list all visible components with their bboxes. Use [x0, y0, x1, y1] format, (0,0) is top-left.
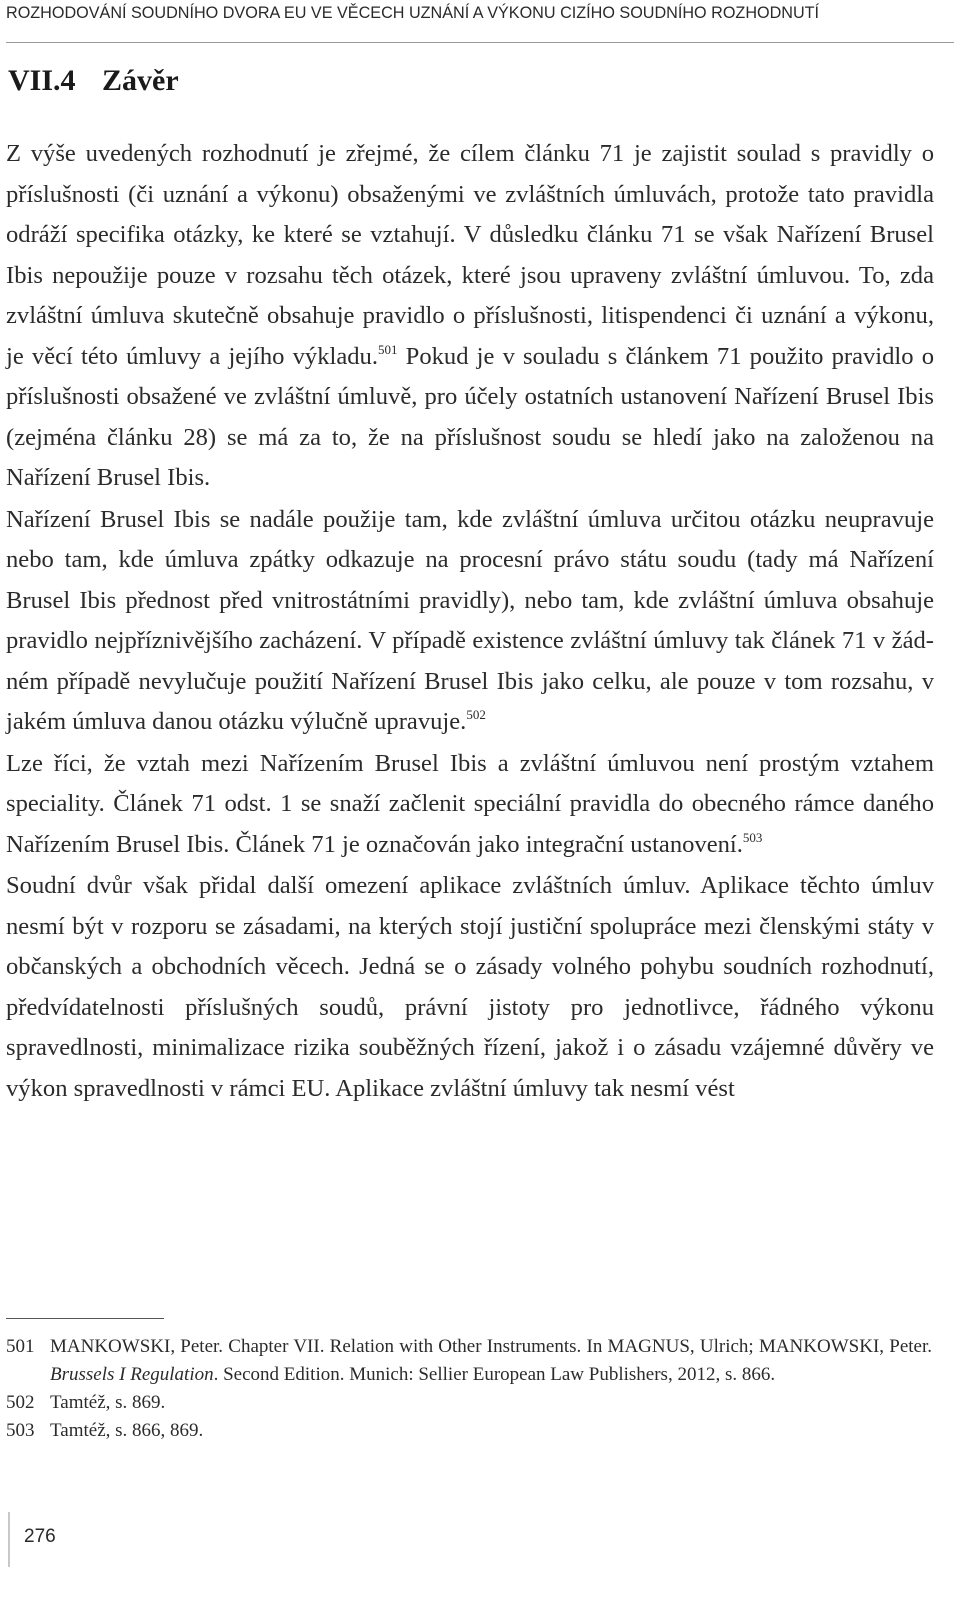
footnote	[6, 1417, 932, 1445]
page-number-bar	[8, 1512, 10, 1567]
footnote-text	[50, 1417, 932, 1445]
text-run: Nařízení Brusel Ibis se nadále použije tam, kde zvláštní úmluva určitou otázku neupravuje nebo tam, kde úmluva zpátky odkazuje na procesní právo státu soudu (tady má Nařízení Brusel Ibis přednost před vnitrostátními pravidly), nebo tam, kde zvláštní úmluva obsahuje pravidlo nejpříznivějšího zacházení. V případě existence zvláštní úmluvy tak článek 71 v žádném případě nevylučuje použití Nařízení Brusel Ibis jako celku, ale pouze v tom rozsahu, v jakém úmluva danou otázku výlučně upravuje.	[6, 505, 934, 735]
text-run: Pokud je v souladu s článkem 71 použito pravidlo o příslušnosti obsažené ve zvláštní úmluvě, pro účely ostatních ustanovení Nařízení Brusel Ibis (zejména článku 28) se má za to, že na příslušnost soudu se hledí jako na založenou na Nařízení Brusel Ibis.	[6, 342, 934, 491]
page-number: 276	[24, 1526, 56, 1547]
footnote	[6, 1333, 932, 1389]
section-number: VII.4	[8, 64, 76, 97]
text-run: Tamtéž, s. 866, 869.	[50, 1420, 204, 1441]
footnotes	[6, 1333, 932, 1445]
paragraph	[6, 866, 934, 1109]
italic-title: Brussels I Regulation	[50, 1364, 214, 1385]
text-run: MANKOWSKI, Peter. Chapter VII. Relation with Other Instruments. In MAGNUS, Ulrich; MANKOWSKI, Peter.	[50, 1336, 932, 1357]
footnote-number: 503	[6, 1420, 35, 1441]
footnote	[6, 1389, 932, 1417]
footnote-reference[interactable]: 502	[466, 707, 486, 722]
paragraph	[6, 500, 934, 743]
section-title: Závěr	[102, 64, 179, 97]
footnote-number: 501	[6, 1336, 35, 1357]
footnote-reference[interactable]: 501	[378, 341, 398, 357]
body-text	[6, 134, 934, 1110]
section-heading	[8, 64, 179, 98]
footnote-rule	[6, 1318, 164, 1319]
text-run: Soudní dvůr však přidal další omezení aplikace zvláštních úmluv. Aplikace těchto úmluv nesmí být v rozporu se zásadami, na kterých stojí justiční spolupráce mezi členskými státy v občanských a obchodních věcech. Jedná se o zásady volného pohybu soudních rozhodnutí, předvídatelnosti příslušných soudů, právní jistoty pro jednotlivce, řádného výkonu spravedlnosti, minimalizace rizika souběžných řízení, jakož i o zásadu vzájemné důvěry ve výkon spravedlnosti v rámci EU. Aplikace zvláštní úmluvy tak nesmí vést	[6, 872, 934, 1102]
footnote-text	[50, 1389, 932, 1417]
footnote-text	[50, 1333, 932, 1389]
text-run: Z výše uvedených rozhodnutí je zřejmé, že cílem článku 71 je zajistit soulad s pravidly o příslušnosti (či uznání a výkonu) obsaženými ve zvláštních úmluvách, protože tato pravidla odráží specifika otázky, ke které se vztahují. V důsledku článku 71 se však Nařízení Brusel Ibis nepoužije pouze v rozsahu těch otázek, které jsou upraveny zvláštní úmluvou. To, zda zvláštní úmluva skutečně obsahuje pravidlo o příslušnosti, litispendenci či uznání a výkonu, je věcí této úmluvy a jejího výkladu.	[6, 140, 934, 370]
paragraph	[6, 744, 934, 866]
running-header: ROZHODOVÁNÍ SOUDNÍHO DVORA EU VE VĚCECH UZNÁNÍ A VÝKONU CIZÍHO SOUDNÍHO ROZHODNUTÍ	[6, 4, 820, 22]
header-rule	[6, 42, 954, 43]
text-run: Tamtéž, s. 869.	[50, 1392, 166, 1413]
paragraph	[6, 134, 934, 499]
footnote-number: 502	[6, 1392, 35, 1413]
footnote-reference[interactable]: 503	[742, 829, 763, 845]
text-run: Lze říci, že vztah mezi Nařízením Brusel Ibis a zvláštní úmluvou není prostým vztahem speciality. Článek 71 odst. 1 se snaží začlenit speciální pravidla do obecného rámce daného Nařízením Brusel Ibis. Článek 71 je označován jako integrační ustanovení.	[6, 749, 934, 858]
text-run: . Second Edition. Munich: Sellier European Law Publishers, 2012, s. 866.	[213, 1364, 776, 1385]
